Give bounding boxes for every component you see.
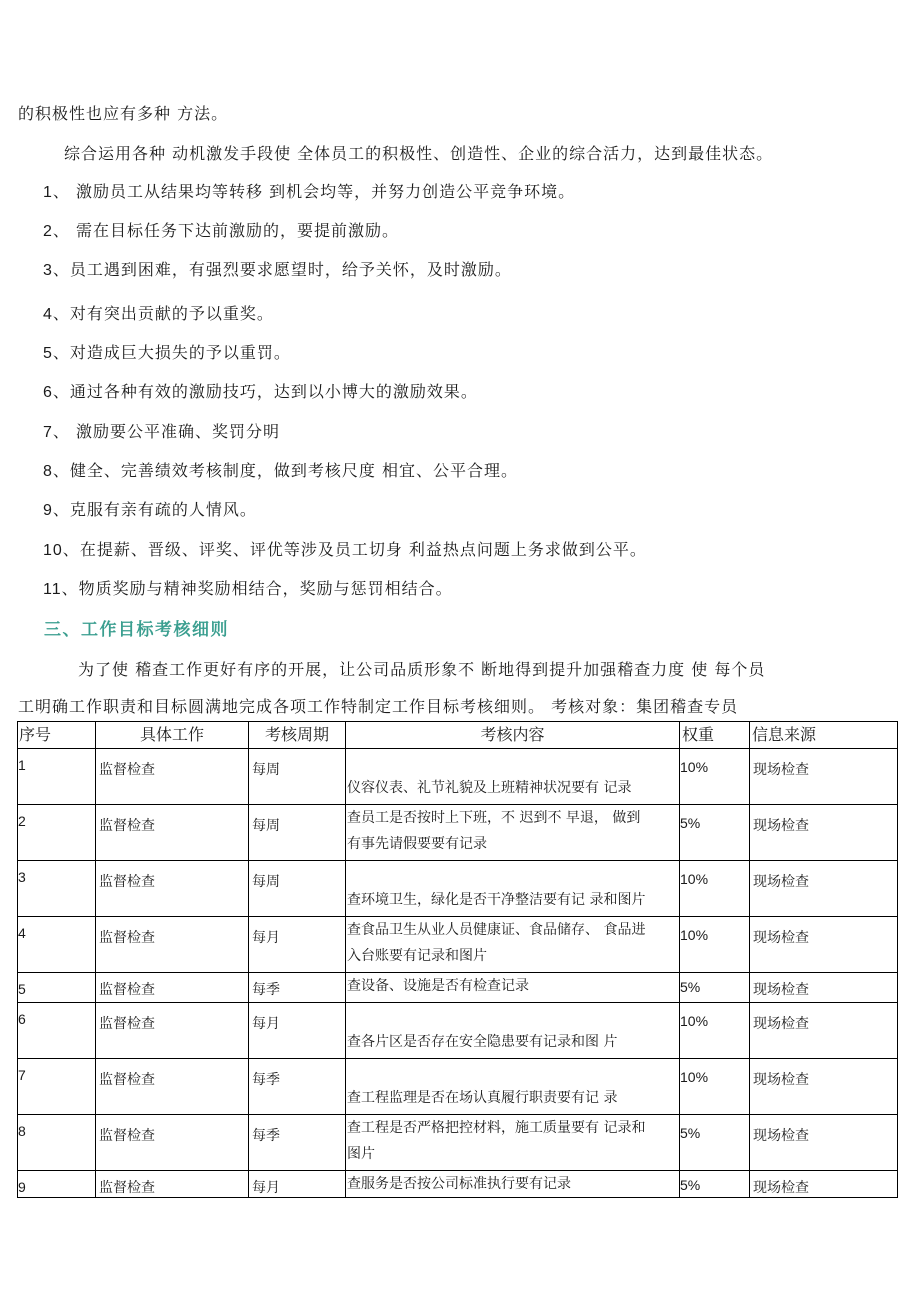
cell-index: 1 xyxy=(18,749,96,805)
list-item: 10、在提薪、晋级、评奖、评优等涉及员工切身 利益热点问题上务求做到公平。 xyxy=(43,540,647,559)
assessment-table xyxy=(17,721,898,1198)
cell-weight: 10% xyxy=(680,861,750,917)
table-row xyxy=(18,861,898,917)
cell-index: 3 xyxy=(18,861,96,917)
table-row xyxy=(18,805,898,861)
list-item: 11、物质奖励与精神奖励相结合，奖励与惩罚相结合。 xyxy=(43,579,453,598)
table-row xyxy=(18,1115,898,1171)
cell-index: 4 xyxy=(18,917,96,973)
cell-work: 监督检查 xyxy=(96,1115,249,1171)
cell-index: 8 xyxy=(18,1115,96,1171)
header-work: 具体工作 xyxy=(96,722,249,749)
cell-index: 2 xyxy=(18,805,96,861)
list-item: 5、对造成巨大损失的予以重罚。 xyxy=(43,343,291,362)
section-intro-line-2: 工明确工作职责和目标圆满地完成各项工作特制定工作目标考核细则。 考核对象：集团稽查专员 xyxy=(18,697,739,716)
cell-cycle: 每季 xyxy=(249,973,346,1003)
table-row xyxy=(18,749,898,805)
table-row xyxy=(18,1171,898,1198)
cell-weight: 10% xyxy=(680,1059,750,1115)
cell-source: 现场检查 xyxy=(750,1003,898,1059)
cell-source: 现场检查 xyxy=(750,1059,898,1115)
list-item: 9、克服有亲有疏的人情风。 xyxy=(43,500,257,519)
cell-content: 仪容仪表、礼节礼貌及上班精神状况要有 记录 xyxy=(346,749,680,805)
cell-source: 现场检查 xyxy=(750,805,898,861)
cell-cycle: 每月 xyxy=(249,917,346,973)
header-source: 信息来源 xyxy=(750,722,898,749)
cell-content: 查各片区是否存在安全隐患要有记录和图 片 xyxy=(346,1003,680,1059)
cell-weight: 5% xyxy=(680,1171,750,1198)
cell-cycle: 每月 xyxy=(249,1003,346,1059)
list-item: 3、员工遇到困难，有强烈要求愿望时，给予关怀，及时激励。 xyxy=(43,260,512,279)
cell-cycle: 每月 xyxy=(249,1171,346,1198)
cell-work: 监督检查 xyxy=(96,1003,249,1059)
cell-index: 5 xyxy=(18,973,96,1003)
paragraph-continuation: 的积极性也应有多种 方法。 xyxy=(18,104,229,123)
cell-cycle: 每周 xyxy=(249,749,346,805)
cell-source: 现场检查 xyxy=(750,861,898,917)
cell-cycle: 每季 xyxy=(249,1115,346,1171)
paragraph-summary: 综合运用各种 动机激发手段使 全体员工的积极性、创造性、企业的综合活力，达到最佳状态。 xyxy=(64,144,774,163)
cell-content: 查环境卫生，绿化是否干净整洁要有记 录和图片 xyxy=(346,861,680,917)
section-intro-line-1: 为了使 稽查工作更好有序的开展，让公司品质形象不 断地得到提升加强稽查力度 使 每个员 xyxy=(78,660,766,679)
section-heading: 三、工作目标考核细则 xyxy=(44,620,229,640)
cell-weight: 5% xyxy=(680,1115,750,1171)
header-content: 考核内容 xyxy=(346,722,680,749)
cell-work: 监督检查 xyxy=(96,917,249,973)
cell-index: 6 xyxy=(18,1003,96,1059)
header-cycle: 考核周期 xyxy=(249,722,346,749)
cell-source: 现场检查 xyxy=(750,1171,898,1198)
list-item: 6、通过各种有效的激励技巧，达到以小博大的激励效果。 xyxy=(43,382,478,401)
cell-content: 查设备、设施是否有检查记录 xyxy=(346,973,680,1003)
list-item: 7、 激励要公平准确、奖罚分明 xyxy=(43,422,280,441)
cell-work: 监督检查 xyxy=(96,1059,249,1115)
table-header-row xyxy=(18,722,898,749)
cell-weight: 5% xyxy=(680,805,750,861)
cell-weight: 10% xyxy=(680,749,750,805)
cell-work: 监督检查 xyxy=(96,749,249,805)
table-row xyxy=(18,1059,898,1115)
cell-work: 监督检查 xyxy=(96,805,249,861)
list-item: 2、 需在目标任务下达前激励的，要提前激励。 xyxy=(43,221,399,240)
cell-source: 现场检查 xyxy=(750,917,898,973)
cell-work: 监督检查 xyxy=(96,861,249,917)
cell-content: 查员工是否按时上下班，不 迟到不 早退， 做到 有事先请假要要有记录 xyxy=(346,805,680,861)
cell-cycle: 每周 xyxy=(249,861,346,917)
cell-source: 现场检查 xyxy=(750,973,898,1003)
cell-content: 查服务是否按公司标准执行要有记录 xyxy=(346,1171,680,1198)
cell-cycle: 每周 xyxy=(249,805,346,861)
cell-weight: 5% xyxy=(680,973,750,1003)
cell-index: 7 xyxy=(18,1059,96,1115)
list-item: 8、健全、完善绩效考核制度，做到考核尺度 相宜、公平合理。 xyxy=(43,461,518,480)
header-index: 序号 xyxy=(18,722,96,749)
table-row xyxy=(18,917,898,973)
cell-work: 监督检查 xyxy=(96,1171,249,1198)
table-row xyxy=(18,973,898,1003)
cell-weight: 10% xyxy=(680,1003,750,1059)
table-row xyxy=(18,1003,898,1059)
cell-content: 查工程监理是否在场认真履行职责要有记 录 xyxy=(346,1059,680,1115)
cell-content: 查食品卫生从业人员健康证、食品储存、 食品进 入台账要有记录和图片 xyxy=(346,917,680,973)
cell-cycle: 每季 xyxy=(249,1059,346,1115)
list-item: 4、对有突出贡献的予以重奖。 xyxy=(43,304,274,323)
cell-content: 查工程是否严格把控材料，施工质量要有 记录和 图片 xyxy=(346,1115,680,1171)
cell-work: 监督检查 xyxy=(96,973,249,1003)
cell-index: 9 xyxy=(18,1171,96,1198)
cell-source: 现场检查 xyxy=(750,749,898,805)
header-weight: 权重 xyxy=(680,722,750,749)
cell-weight: 10% xyxy=(680,917,750,973)
cell-source: 现场检查 xyxy=(750,1115,898,1171)
list-item: 1、 激励员工从结果均等转移 到机会均等，并努力创造公平竞争环境。 xyxy=(43,182,576,201)
